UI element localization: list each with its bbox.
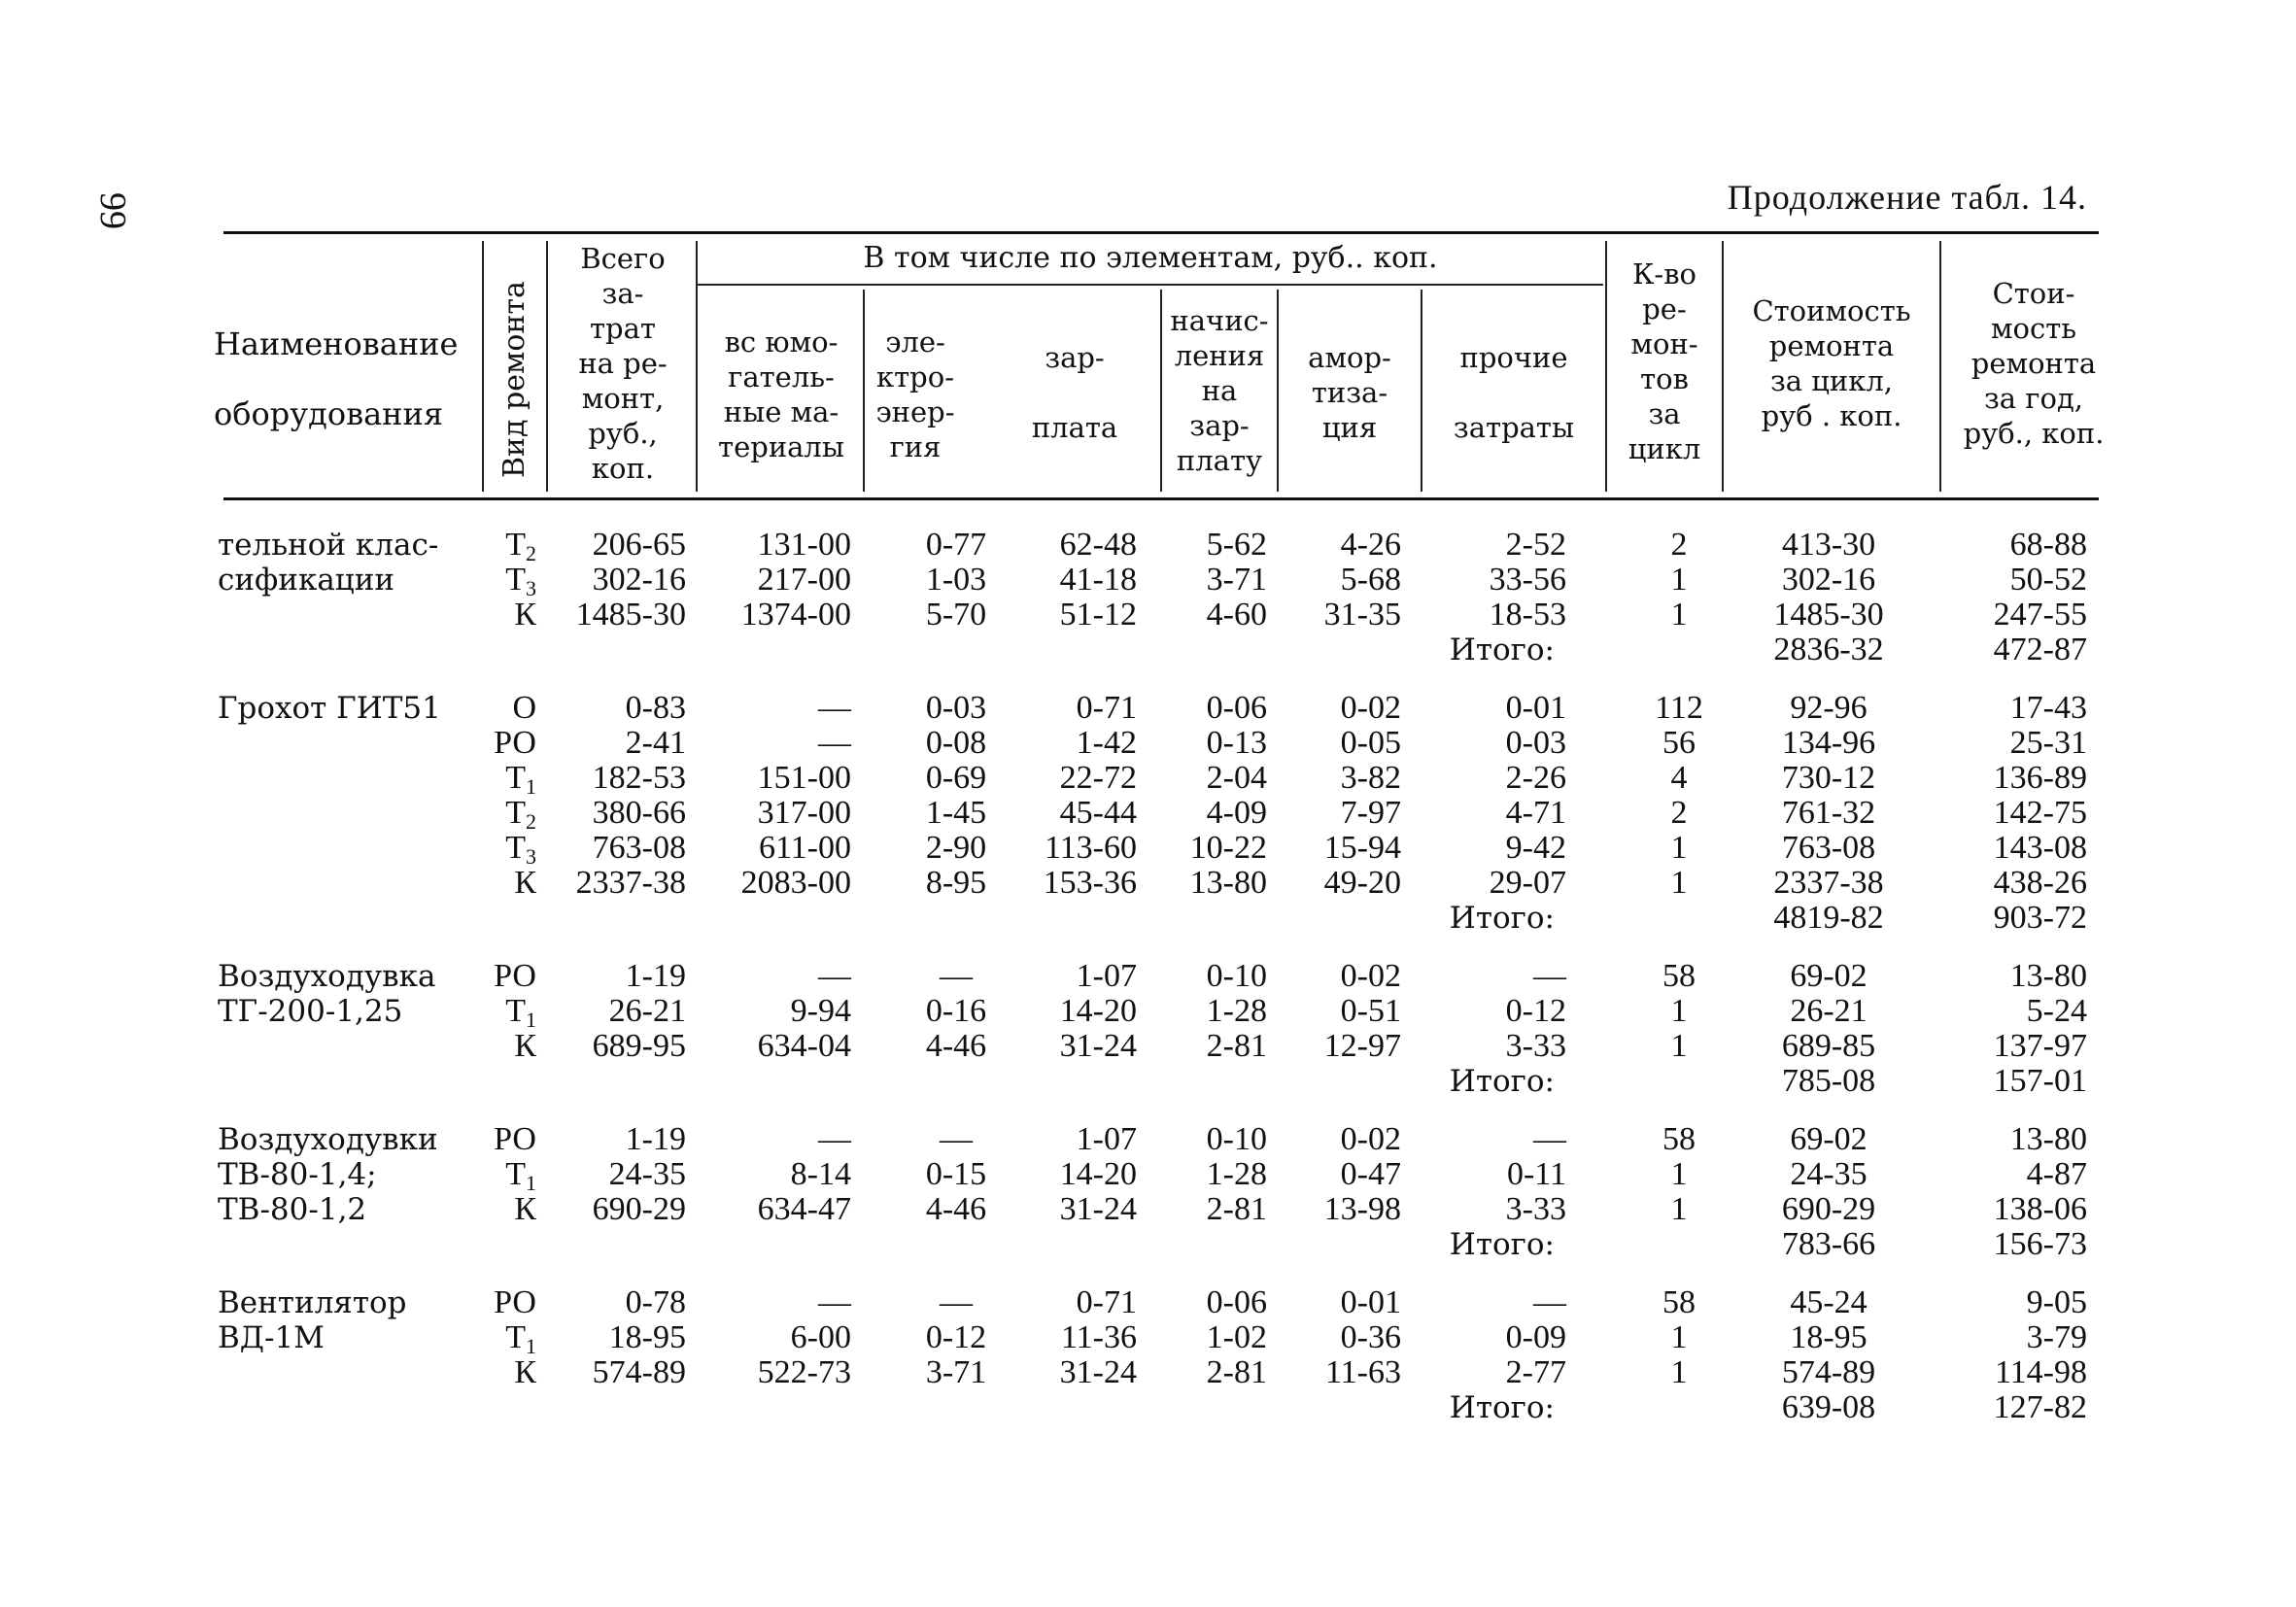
group-underline (698, 284, 1603, 286)
repair-type-index: 3 (526, 576, 536, 600)
repair-type (505, 760, 536, 799)
salary: 1-42 (1076, 725, 1137, 761)
electricity: 5-70 (925, 597, 987, 633)
electricity: — (940, 958, 973, 994)
total-cost: 302-16 (592, 562, 686, 598)
total-label: Итого: (1449, 1227, 1555, 1262)
cost-per-cycle: 730-12 (1781, 760, 1876, 796)
repair-type-letter: К (514, 1354, 536, 1390)
table-caption: Продолжение табл. 14. (1727, 178, 2087, 217)
table-row (0, 1319, 2296, 1358)
amortization: 0-02 (1340, 1121, 1401, 1157)
repair-type (505, 795, 536, 834)
repair-count: 1 (1670, 1028, 1688, 1064)
total-cost: 380-66 (592, 795, 686, 831)
total-cost: 2-41 (625, 725, 686, 761)
aux-materials: — (818, 1284, 851, 1320)
salary-charges: 10-22 (1189, 830, 1267, 866)
repair-type-letter: Т (505, 1156, 526, 1192)
total-cost: 0-78 (625, 1284, 686, 1320)
header-cost-per-year: Стои- мость ремонта за год, руб., коп. (1963, 277, 2105, 450)
salary: 0-71 (1076, 1284, 1137, 1320)
cost-per-cycle: 761-32 (1781, 795, 1876, 831)
aux-materials: — (818, 1121, 851, 1157)
cost-per-cycle: 2337-38 (1773, 865, 1884, 901)
total-cost: 24-35 (608, 1156, 686, 1192)
cost-per-year: 13-80 (2009, 958, 2087, 994)
salary: 22-72 (1059, 760, 1137, 796)
header-total-cost: Всего за- трат на ре- монт, руб., коп. (578, 242, 668, 485)
cost-per-cycle: 690-29 (1781, 1191, 1876, 1227)
electricity: — (940, 1121, 973, 1157)
equipment-name: Воздуходувки (218, 1122, 438, 1157)
repair-type-letter: О (512, 690, 536, 726)
amortization: 31-35 (1323, 597, 1401, 633)
cost-per-cycle: 763-08 (1781, 830, 1876, 866)
repair-count: 1 (1670, 865, 1688, 901)
aux-materials: — (818, 725, 851, 761)
repair-count: 58 (1662, 1284, 1696, 1320)
other-costs: — (1533, 958, 1566, 994)
electricity: 0-15 (925, 1156, 987, 1192)
amortization: 0-01 (1340, 1284, 1401, 1320)
repair-count: 58 (1662, 1121, 1696, 1157)
total-cost-per-year: 472-87 (1993, 632, 2087, 667)
repair-type-letter: Т (505, 795, 526, 831)
aux-materials: 634-47 (757, 1191, 851, 1227)
salary: 31-24 (1059, 1028, 1137, 1064)
repair-type-letter: К (514, 865, 536, 901)
repair-count: 2 (1670, 795, 1688, 831)
table-row (0, 993, 2296, 1032)
salary-charges: 2-81 (1206, 1028, 1267, 1064)
other-costs: — (1533, 1121, 1566, 1157)
electricity: 0-12 (925, 1319, 987, 1355)
total-cost-per-year: 903-72 (1993, 900, 2087, 936)
col-divider (482, 241, 484, 492)
repair-type (514, 1192, 536, 1227)
repair-count: 56 (1662, 725, 1696, 761)
other-costs: 33-56 (1489, 562, 1566, 598)
repair-type-index: 2 (526, 541, 536, 565)
total-cost: 763-08 (592, 830, 686, 866)
other-costs: 2-52 (1505, 527, 1566, 563)
salary: 11-36 (1060, 1319, 1137, 1355)
salary-charges: 0-06 (1206, 690, 1267, 726)
amortization: 0-02 (1340, 690, 1401, 726)
total-cost-per-cycle: 785-08 (1781, 1063, 1876, 1099)
repair-type (494, 1285, 536, 1320)
header-aux-materials: вс юмо- гатель- ные ма- териалы (718, 325, 844, 463)
header-bottom-rule (223, 497, 2099, 500)
repair-type (514, 866, 536, 901)
total-cost: 206-65 (592, 527, 686, 563)
repair-count: 1 (1670, 830, 1688, 866)
aux-materials: 217-00 (757, 562, 851, 598)
salary-charges: 0-10 (1206, 958, 1267, 994)
total-cost-per-cycle: 639-08 (1781, 1389, 1876, 1425)
salary-charges: 13-80 (1189, 865, 1267, 901)
cost-per-cycle: 92-96 (1790, 690, 1868, 726)
total-cost: 18-95 (608, 1319, 686, 1355)
cost-per-year: 247-55 (1993, 597, 2087, 633)
other-costs: 4-71 (1505, 795, 1566, 831)
repair-type-letter: РО (494, 725, 536, 761)
aux-materials: 317-00 (757, 795, 851, 831)
salary-charges: 1-02 (1206, 1319, 1267, 1355)
electricity: 0-03 (925, 690, 987, 726)
total-cost-per-year: 127-82 (1993, 1389, 2087, 1425)
cost-per-cycle: 1485-30 (1773, 597, 1884, 633)
table-row (0, 830, 2296, 869)
other-costs: 0-03 (1505, 725, 1566, 761)
salary-charges: 2-81 (1206, 1354, 1267, 1390)
repair-type (494, 1122, 536, 1157)
electricity: 1-45 (925, 795, 987, 831)
col-divider (546, 241, 548, 492)
total-cost: 2337-38 (575, 865, 686, 901)
cost-per-cycle: 26-21 (1790, 993, 1868, 1029)
aux-materials: 634-04 (757, 1028, 851, 1064)
page-number: 99 (92, 192, 133, 229)
repair-type (512, 691, 536, 726)
cost-per-year: 142-75 (1993, 795, 2087, 831)
cost-per-cycle: 574-89 (1781, 1354, 1876, 1390)
salary-charges: 0-06 (1206, 1284, 1267, 1320)
repair-type (494, 959, 536, 994)
salary: 41-18 (1059, 562, 1137, 598)
salary: 62-48 (1059, 527, 1137, 563)
header-salary: зар- плата (1031, 341, 1118, 444)
repair-count: 112 (1655, 690, 1703, 726)
top-rule (223, 231, 2099, 234)
salary: 51-12 (1059, 597, 1137, 633)
cost-per-year: 137-97 (1993, 1028, 2087, 1064)
salary-charges: 0-10 (1206, 1121, 1267, 1157)
other-costs: 3-33 (1505, 1028, 1566, 1064)
salary-charges: 2-04 (1206, 760, 1267, 796)
cost-per-year: 17-43 (2009, 690, 2087, 726)
repair-type (505, 993, 536, 1032)
amortization: 11-63 (1324, 1354, 1401, 1390)
repair-type-letter: К (514, 1028, 536, 1064)
repair-type-index: 1 (526, 1008, 536, 1032)
total-label: Итого: (1449, 1064, 1555, 1099)
table-row (0, 1122, 2296, 1157)
total-cost: 26-21 (608, 993, 686, 1029)
electricity: 0-08 (925, 725, 987, 761)
repair-count: 1 (1670, 1191, 1688, 1227)
col-divider (696, 241, 698, 492)
cost-per-cycle: 45-24 (1790, 1284, 1868, 1320)
header-other-costs: прочие затраты (1453, 341, 1575, 444)
electricity: 3-71 (925, 1354, 987, 1390)
equipment-name: ТВ-80-1,2 (218, 1192, 367, 1227)
table-row (0, 726, 2296, 761)
table-row (0, 1355, 2296, 1390)
salary: 14-20 (1059, 993, 1137, 1029)
repair-type-letter: РО (494, 1121, 536, 1157)
amortization: 49-20 (1323, 865, 1401, 901)
cost-per-year: 143-08 (1993, 830, 2087, 866)
cost-per-cycle: 69-02 (1790, 1121, 1868, 1157)
equipment-name: ТВ-80-1,4; (218, 1157, 377, 1192)
aux-materials: 6-00 (790, 1319, 851, 1355)
repair-type-letter: Т (505, 562, 526, 598)
repair-type-letter: Т (505, 830, 526, 866)
total-label: Итого: (1449, 901, 1555, 936)
electricity: 0-16 (925, 993, 987, 1029)
table-row (0, 1156, 2296, 1195)
header-repair-count: К-во ре- мон- тов за цикл (1628, 257, 1701, 465)
amortization: 13-98 (1323, 1191, 1401, 1227)
repair-type-letter: Т (505, 760, 526, 796)
cost-per-year: 5-24 (2026, 993, 2087, 1029)
total-row (0, 1390, 2296, 1425)
total-cost: 1485-30 (575, 597, 686, 633)
electricity: 1-03 (925, 562, 987, 598)
repair-type-letter: К (514, 597, 536, 633)
cost-per-cycle: 18-95 (1790, 1319, 1868, 1355)
total-cost: 1-19 (625, 1121, 686, 1157)
amortization: 3-82 (1340, 760, 1401, 796)
repair-type-index: 1 (526, 1171, 536, 1195)
header-amortization: амор- тиза- ция (1308, 341, 1391, 444)
repair-count: 1 (1670, 1354, 1688, 1390)
repair-count: 1 (1670, 1156, 1688, 1192)
table-row (0, 598, 2296, 633)
aux-materials: 2083-00 (740, 865, 851, 901)
aux-materials: 1374-00 (740, 597, 851, 633)
equipment-name: Воздуходувка (218, 959, 436, 994)
cost-per-year: 114-98 (1994, 1354, 2087, 1390)
repair-type-letter: РО (494, 1284, 536, 1320)
other-costs: 3-33 (1505, 1191, 1566, 1227)
total-row (0, 1064, 2296, 1099)
table-row (0, 795, 2296, 834)
header-cost-per-cycle: Стоимость ремонта за цикл, руб . коп. (1752, 294, 1911, 432)
repair-type-index: 1 (526, 1334, 536, 1358)
cost-per-cycle: 413-30 (1781, 527, 1876, 563)
repair-type-index: 1 (526, 774, 536, 799)
equipment-name: тельной клас- (218, 528, 439, 563)
table-row (0, 1285, 2296, 1320)
salary-charges: 2-81 (1206, 1191, 1267, 1227)
other-costs: 2-26 (1505, 760, 1566, 796)
table-row (0, 691, 2296, 726)
repair-type (514, 1029, 536, 1064)
total-cost-per-cycle: 2836-32 (1773, 632, 1884, 667)
cost-per-year: 3-79 (2026, 1319, 2087, 1355)
repair-count: 1 (1670, 993, 1688, 1029)
repair-count: 4 (1670, 760, 1688, 796)
table-row (0, 1192, 2296, 1227)
other-costs: 29-07 (1489, 865, 1566, 901)
other-costs: — (1533, 1284, 1566, 1320)
aux-materials: — (818, 958, 851, 994)
repair-count: 1 (1670, 1319, 1688, 1355)
electricity: 4-46 (925, 1191, 987, 1227)
repair-type (514, 598, 536, 633)
aux-materials: 8-14 (790, 1156, 851, 1192)
other-costs: 0-09 (1505, 1319, 1566, 1355)
cost-per-year: 25-31 (2009, 725, 2087, 761)
salary: 113-60 (1044, 830, 1137, 866)
total-label: Итого: (1449, 633, 1555, 667)
salary-charges: 3-71 (1206, 562, 1267, 598)
table-row (0, 528, 2296, 563)
electricity: 4-46 (925, 1028, 987, 1064)
salary: 31-24 (1059, 1354, 1137, 1390)
total-cost: 1-19 (625, 958, 686, 994)
repair-count: 2 (1670, 527, 1688, 563)
aux-materials: 151-00 (757, 760, 851, 796)
aux-materials: 9-94 (790, 993, 851, 1029)
amortization: 0-51 (1340, 993, 1401, 1029)
header-equipment-name: Наименование оборудования (214, 325, 459, 432)
header-salary-charges: начис- ления на зар- плату (1170, 304, 1269, 477)
salary-charges: 5-62 (1206, 527, 1267, 563)
total-row (0, 901, 2296, 936)
total-cost: 574-89 (592, 1354, 686, 1390)
other-costs: 2-77 (1505, 1354, 1566, 1390)
other-costs: 0-11 (1506, 1156, 1566, 1192)
total-row (0, 633, 2296, 667)
cost-per-year: 68-88 (2009, 527, 2087, 563)
salary: 153-36 (1043, 865, 1137, 901)
repair-type-letter: Т (505, 527, 526, 563)
amortization: 12-97 (1323, 1028, 1401, 1064)
table-row (0, 1029, 2296, 1064)
cost-per-year: 136-89 (1993, 760, 2087, 796)
salary: 1-07 (1076, 1121, 1137, 1157)
aux-materials: — (818, 690, 851, 726)
repair-type-letter: РО (494, 958, 536, 994)
cost-per-cycle: 689-85 (1781, 1028, 1876, 1064)
electricity: 0-69 (925, 760, 987, 796)
amortization: 7-97 (1340, 795, 1401, 831)
table-body (0, 528, 2296, 1425)
header-group-title: В том числе по элементам, руб.. коп. (863, 241, 1438, 275)
header-electricity: эле- ктро- энер- гия (875, 325, 955, 463)
repair-type (505, 830, 536, 869)
equipment-name: Вентилятор (218, 1285, 407, 1320)
table-row (0, 866, 2296, 901)
amortization: 15-94 (1323, 830, 1401, 866)
amortization: 5-68 (1340, 562, 1401, 598)
cost-per-year: 438-26 (1993, 865, 2087, 901)
repair-type (505, 1156, 536, 1195)
cost-per-year: 9-05 (2026, 1284, 2087, 1320)
equipment-name: Грохот ГИТ51 (218, 691, 441, 726)
repair-type (505, 1319, 536, 1358)
other-costs: 0-12 (1505, 993, 1566, 1029)
other-costs: 0-01 (1505, 690, 1566, 726)
repair-count: 1 (1670, 562, 1688, 598)
total-label: Итого: (1449, 1390, 1555, 1425)
total-cost-per-cycle: 4819-82 (1773, 900, 1884, 936)
cost-per-cycle: 302-16 (1781, 562, 1876, 598)
total-cost: 689-95 (592, 1028, 686, 1064)
total-cost: 690-29 (592, 1191, 686, 1227)
amortization: 0-02 (1340, 958, 1401, 994)
amortization: 0-47 (1340, 1156, 1401, 1192)
salary-charges: 4-60 (1206, 597, 1267, 633)
salary-charges: 4-09 (1206, 795, 1267, 831)
salary: 0-71 (1076, 690, 1137, 726)
repair-type-letter: Т (505, 1319, 526, 1355)
salary-charges: 1-28 (1206, 993, 1267, 1029)
cost-per-year: 4-87 (2026, 1156, 2087, 1192)
electricity: 2-90 (925, 830, 987, 866)
repair-type-index: 2 (526, 809, 536, 834)
amortization: 4-26 (1340, 527, 1401, 563)
cost-per-year: 50-52 (2009, 562, 2087, 598)
amortization: 0-36 (1340, 1319, 1401, 1355)
salary: 45-44 (1059, 795, 1137, 831)
aux-materials: 611-00 (758, 830, 851, 866)
electricity: — (940, 1284, 973, 1320)
total-cost-per-year: 156-73 (1993, 1226, 2087, 1262)
salary-charges: 0-13 (1206, 725, 1267, 761)
cost-per-year: 13-80 (2009, 1121, 2087, 1157)
other-costs: 9-42 (1505, 830, 1566, 866)
repair-type-letter: Т (505, 993, 526, 1029)
total-cost-per-cycle: 783-66 (1781, 1226, 1876, 1262)
repair-type-index: 3 (526, 844, 536, 869)
total-cost: 182-53 (592, 760, 686, 796)
salary: 31-24 (1059, 1191, 1137, 1227)
cost-per-year: 138-06 (1993, 1191, 2087, 1227)
repair-count: 1 (1670, 597, 1688, 633)
cost-per-cycle: 24-35 (1790, 1156, 1868, 1192)
cost-per-cycle: 134-96 (1781, 725, 1876, 761)
equipment-name: ТГ-200-1,25 (218, 994, 403, 1029)
repair-type (505, 528, 536, 563)
total-row (0, 1227, 2296, 1262)
header-repair-type: Вид ремонта (497, 281, 531, 478)
total-cost: 0-83 (625, 690, 686, 726)
salary: 1-07 (1076, 958, 1137, 994)
aux-materials: 522-73 (757, 1354, 851, 1390)
total-cost-per-year: 157-01 (1993, 1063, 2087, 1099)
other-costs: 18-53 (1489, 597, 1566, 633)
repair-type (494, 726, 536, 761)
table-row (0, 563, 2296, 598)
table-row (0, 959, 2296, 994)
equipment-name: ВД-1М (218, 1320, 325, 1355)
electricity: 0-77 (925, 527, 987, 563)
table-row (0, 760, 2296, 799)
amortization: 0-05 (1340, 725, 1401, 761)
repair-type-letter: К (514, 1191, 536, 1227)
electricity: 8-95 (925, 865, 987, 901)
cost-per-cycle: 69-02 (1790, 958, 1868, 994)
salary-charges: 1-28 (1206, 1156, 1267, 1192)
repair-type (514, 1355, 536, 1390)
repair-type (505, 563, 536, 598)
aux-materials: 131-00 (757, 527, 851, 563)
salary: 14-20 (1059, 1156, 1137, 1192)
equipment-name: сификации (218, 563, 395, 598)
repair-count: 58 (1662, 958, 1696, 994)
